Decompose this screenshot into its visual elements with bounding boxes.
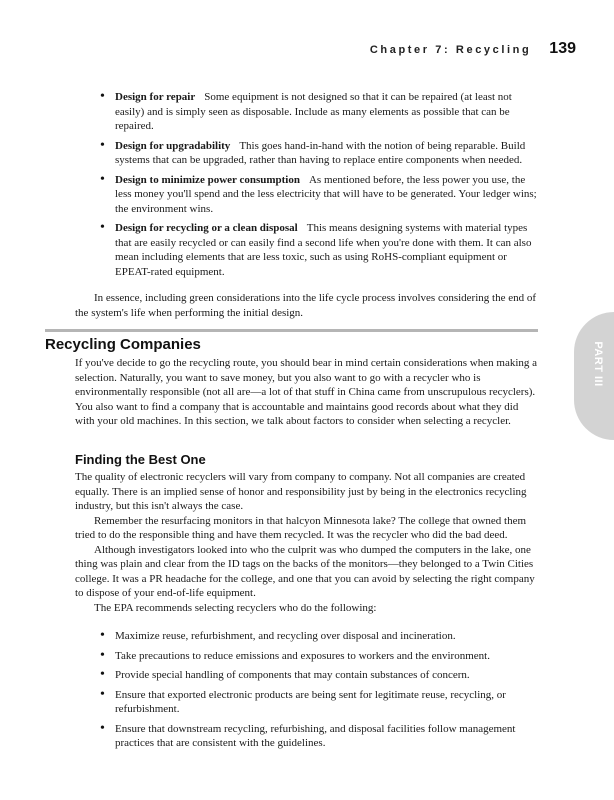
list-item: • Ensure that downstream recycling, refurbishing, and disposal facilities follow management practices that are consistent with the guidelines. (97, 722, 542, 751)
bullet-text: This means designing systems with material types that are easily recycled or can easily find a second life when you're done with them. It can also mean including elements that are less toxic, such as using RoHS-compliant equipment or EPEAT-rated equipment. (115, 222, 532, 278)
bullet-text: This goes hand-in-hand with the notion of being reparable. Build systems that can be upgraded, rather than having to replace entire components when needed. (115, 139, 526, 166)
paragraph: Although investigators looked into who the culprit was who dumped the computers in the lake, one thing was plain and clear from the ID tags on the backs of the monitors—they belonged to a Twin Cities college. It was a PR headache for the college, and one that you can avoid by selecting the right company to dispose of your end-of-life equipment. (75, 543, 535, 599)
list-item (97, 173, 537, 217)
bullet-term: Design for recycling or a clean disposal (115, 222, 298, 234)
paragraph: The EPA recommends selecting recyclers who do the following: (94, 601, 377, 614)
bullet-term: Design for upgradability (115, 139, 231, 152)
list-item (97, 139, 537, 168)
paragraph: The quality of electronic recyclers will vary from company to company. Not all companies are created equally. There is an implied sense of honor and responsibility just by being in the electronics recycling industry, but this isn't always the case. (75, 471, 527, 512)
list-item: • Provide special handling of components that may contain substances of concern. (97, 668, 542, 683)
bullet-term: Design for repair (115, 91, 196, 103)
paragraph: Remember the resurfacing monitors in that halcyon Minnesota lake? The college that owned them tried to do the responsible thing and have them recycled. It was the recycler who did the bad deed. (75, 514, 527, 541)
bullet-text: Some equipment is not designed so that it can be repaired (at least not easily) and is simply seen as disposable. Include as many elements as possible that can be repaired. (115, 91, 512, 132)
list-item: • Take precautions to reduce emissions and exposures to workers and the environment. (97, 649, 542, 664)
section-intro: If you've decide to go the recycling route, you should bear in mind certain considerations when making a selection. Naturally, you want to save money, but you also want to go with a recycler who is environmentally responsible (not all are—a lot of that stuff in China came from unscrupulous recyclers). You also want to find a company that is accountable and maintains good records about what they did with your old machines. In this section, we talk about factors to consider when selecting a recycler. (75, 357, 538, 427)
epa-bullet-list (97, 629, 542, 756)
subsection-body (75, 470, 540, 615)
page-number: 139 (549, 40, 576, 57)
list-item (97, 90, 537, 134)
list-item: • Maximize reuse, refurbishment, and recycling over disposal and incineration. (97, 629, 542, 644)
design-bullet-list (97, 90, 537, 284)
section-heading: Recycling Companies (45, 336, 201, 353)
bullet-term: Design to minimize power consumption (115, 173, 300, 186)
page-header (370, 40, 576, 60)
running-head: Chapter 7: Recycling (369, 44, 532, 56)
bullet-text: As mentioned before, the less power you use, the less money you'll spend and the less electricity that will have to be generated. Your ledger wins; the environment wins. (115, 173, 537, 215)
part-tab-label: PART III (592, 341, 604, 387)
list-item: • Ensure that exported electronic products are being sent for legitimate reuse, recycling, or refurbishment. (97, 688, 542, 717)
section-divider (45, 329, 538, 332)
list-item (97, 221, 537, 279)
subsection-heading: Finding the Best One (75, 452, 206, 467)
essence-paragraph: In essence, including green considerations into the life cycle process involves considering the end of the system's life when performing the initial design. (75, 292, 537, 319)
